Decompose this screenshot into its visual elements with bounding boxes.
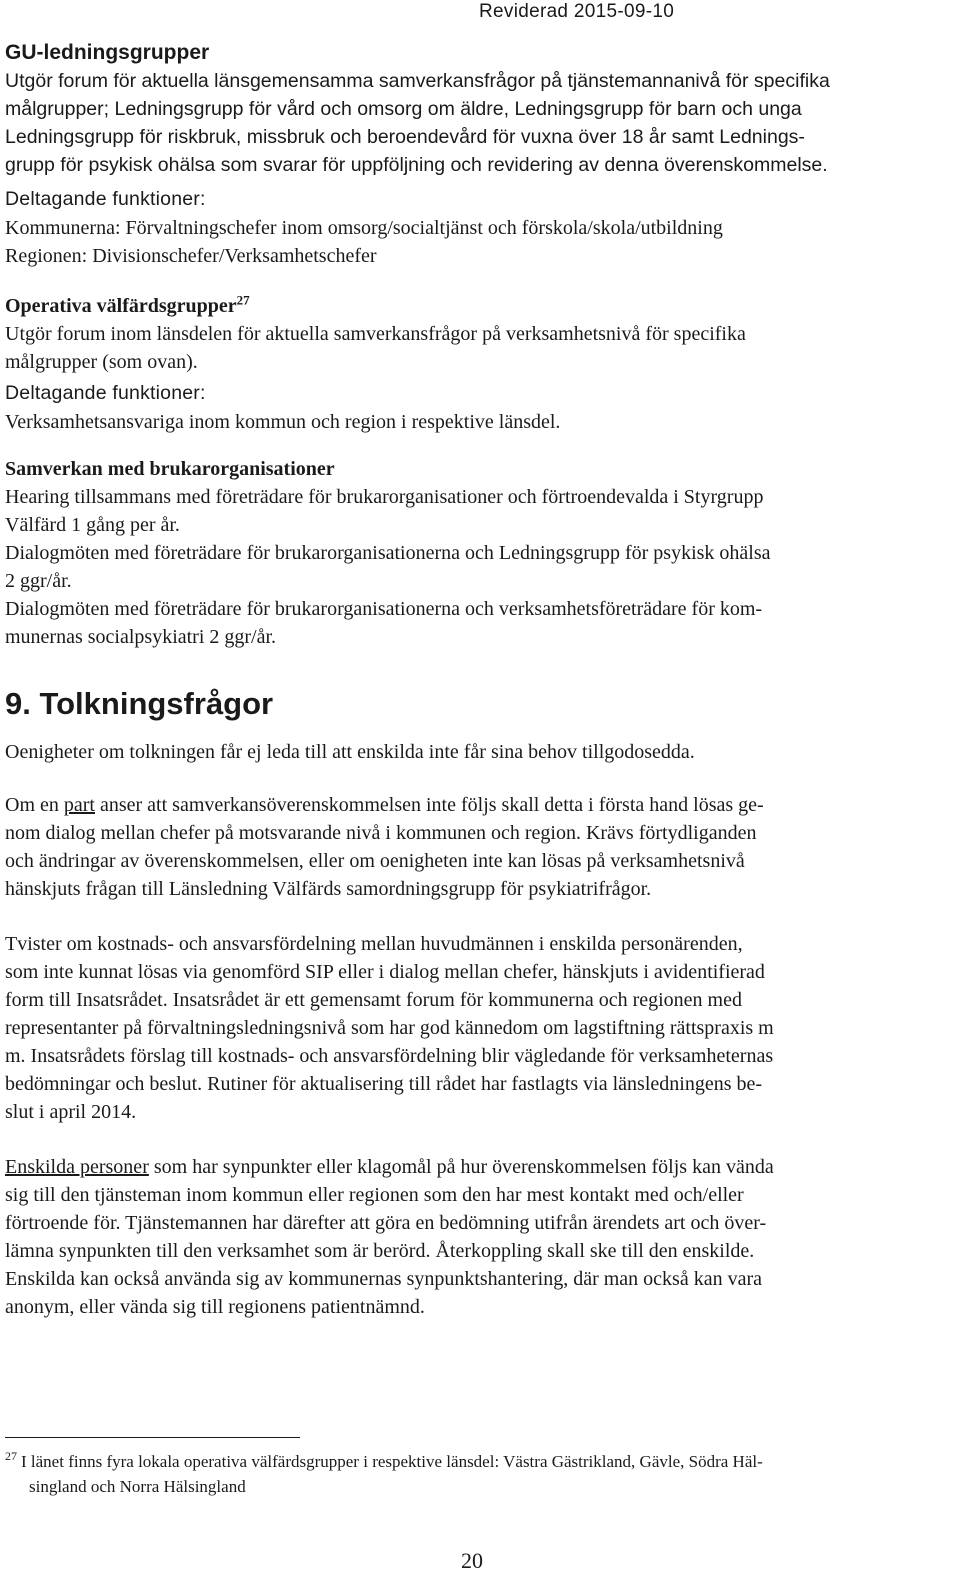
paragraph-line: m. Insatsrådets förslag till kostnads- och ansvarsfördelning blir vägledande för verksamheternas [5, 1045, 774, 1067]
gu-title: GU-ledningsgrupper [5, 41, 210, 64]
operativa-participants-label: Deltagande funktioner: [5, 382, 206, 404]
paragraph-rest: anser att samverkansöverenskommelsen inte följs skall detta i första hand lösas ge- [94, 794, 764, 816]
paragraph-rest: som har synpunkter eller klagomål på hur överenskommelsen följs kan vända [148, 1156, 774, 1178]
samverkan-line: munernas socialpsykiatri 2 ggr/år. [5, 626, 277, 648]
paragraph-prefix: Om en [5, 794, 64, 816]
gu-participant-line: Kommunerna: Förvaltningschefer inom omsorg/socialtjänst och förskola/skola/utbildning [5, 217, 723, 239]
samverkan-line: Välfärd 1 gång per år. [5, 514, 180, 536]
paragraph-line: Tvister om kostnads- och ansvarsfördelning mellan huvudmännen i enskilda personärenden, [5, 933, 743, 955]
section-intro: Oenigheter om tolkningen får ej leda till att enskilda inte får sina behov tillgodosedda. [5, 741, 695, 763]
footnote-divider [5, 1437, 300, 1438]
paragraph-line: slut i april 2014. [5, 1101, 137, 1123]
paragraph-line: Enskilda kan också använda sig av kommunernas synpunktshantering, där man också kan vara [5, 1268, 763, 1290]
paragraph-line [5, 791, 951, 819]
page-content [5, 38, 951, 1321]
samverkan-title: Samverkan med brukarorganisationer [5, 458, 335, 480]
paragraph-2 [5, 930, 951, 1126]
operativa-line: målgrupper (som ovan). [5, 351, 198, 373]
paragraph-line: som inte kunnat lösas via genomförd SIP eller i dialog mellan chefer, hänskjuts i avidentifierad [5, 961, 765, 983]
samverkan-line: Dialogmöten med företrädare för brukarorganisationerna och verksamhetsföreträdare för kom- [5, 598, 763, 620]
paragraph-line: och ändringar av överenskommelsen, eller om oenigheten inte kan lösas på verksamhetsnivå [5, 850, 745, 872]
page-number: 20 [461, 1548, 483, 1573]
paragraph-line: förtroende för. Tjänstemannen har därefter att göra en bedömning utifrån ärendets art och över- [5, 1212, 767, 1234]
operativa-section [5, 292, 951, 436]
gu-line: Utgör forum för aktuella länsgemensamma samverkansfrågor på tjänstemannanivå för specifika [5, 70, 830, 92]
operativa-title-text: Operativa välfärdsgrupper [5, 295, 237, 317]
samverkan-section [5, 455, 951, 651]
samverkan-line: Dialogmöten med företrädare för brukarorganisationerna och Ledningsgrupp för psykisk ohälsa [5, 542, 771, 564]
operativa-title [5, 292, 951, 320]
paragraph-line: representanter på förvaltningsledningsnivå som har god kännedom om lagstiftning rättspraxis m [5, 1017, 774, 1039]
footnote-first-line [5, 1449, 763, 1471]
gu-participants-label: Deltagande funktioner: [5, 188, 206, 210]
footnote [5, 1449, 925, 1499]
paragraph-line: nom dialog mellan chefer på motsvarande nivå i kommunen och region. Krävs förtydliganden [5, 822, 757, 844]
part-link[interactable]: part [63, 794, 95, 816]
section-9 [5, 685, 951, 1321]
operativa-participants: Verksamhetsansvariga inom kommun och region i respektive länsdel. [5, 411, 561, 433]
paragraph-line: sig till den tjänsteman inom kommun eller regionen som den har mest kontakt med och/eller [5, 1184, 744, 1206]
operativa-line: Utgör forum inom länsdelen för aktuella samverkansfrågor på verksamhetsnivå för specifika [5, 323, 746, 345]
paragraph-1 [5, 791, 951, 903]
footnote-text: I länet finns fyra lokala operativa välfärdsgrupper i respektive länsdel: Västra Gästrikland, Gävle, Södra Häl- [21, 1452, 763, 1471]
revision-date: Reviderad 2015-09-10 [479, 1, 675, 22]
footnote-continuation: singland och Norra Hälsingland [29, 1477, 246, 1496]
gu-line: grupp för psykisk ohälsa som svarar för uppföljning och revidering av denna överenskommelse. [5, 154, 828, 176]
samverkan-line: Hearing tillsammans med företrädare för brukarorganisationer och förtroendevalda i Styrgrupp [5, 486, 764, 508]
paragraph-line: hänskjuts frågan till Länsledning Välfärds samordningsgrupp för psykiatrifrågor. [5, 878, 652, 900]
gu-participant-line: Regionen: Divisionschefer/Verksamhetschefer [5, 245, 377, 267]
paragraph-line: lämna synpunkten till den verksamhet som är berörd. Återkoppling skall ske till den enskilde. [5, 1240, 755, 1262]
paragraph-3 [5, 1153, 951, 1321]
gu-line: Ledningsgrupp för riskbruk, missbruk och beroendevård för vuxna över 18 år samt Lednings- [5, 126, 805, 148]
enskilda-personer-link[interactable]: Enskilda personer [5, 1156, 149, 1178]
paragraph-line: anonym, eller vända sig till regionens patientnämnd. [5, 1296, 425, 1318]
paragraph-line [5, 1153, 951, 1181]
paragraph-line: form till Insatsrådet. Insatsrådet är ett gemensamt forum för kommunerna och regionen med [5, 989, 742, 1011]
samverkan-line: 2 ggr/år. [5, 570, 72, 592]
gu-section [5, 38, 951, 270]
footnote-number: 27 [5, 1449, 17, 1464]
gu-line: målgrupper; Ledningsgrupp för vård och omsorg om äldre, Ledningsgrupp för barn och unga [5, 98, 802, 120]
footnote-ref: 27 [236, 292, 250, 308]
section-heading: 9. Tolkningsfrågor [5, 686, 274, 721]
paragraph-line: bedömningar och beslut. Rutiner för aktualisering till rådet har fastlagts via länsledningens be- [5, 1073, 763, 1095]
